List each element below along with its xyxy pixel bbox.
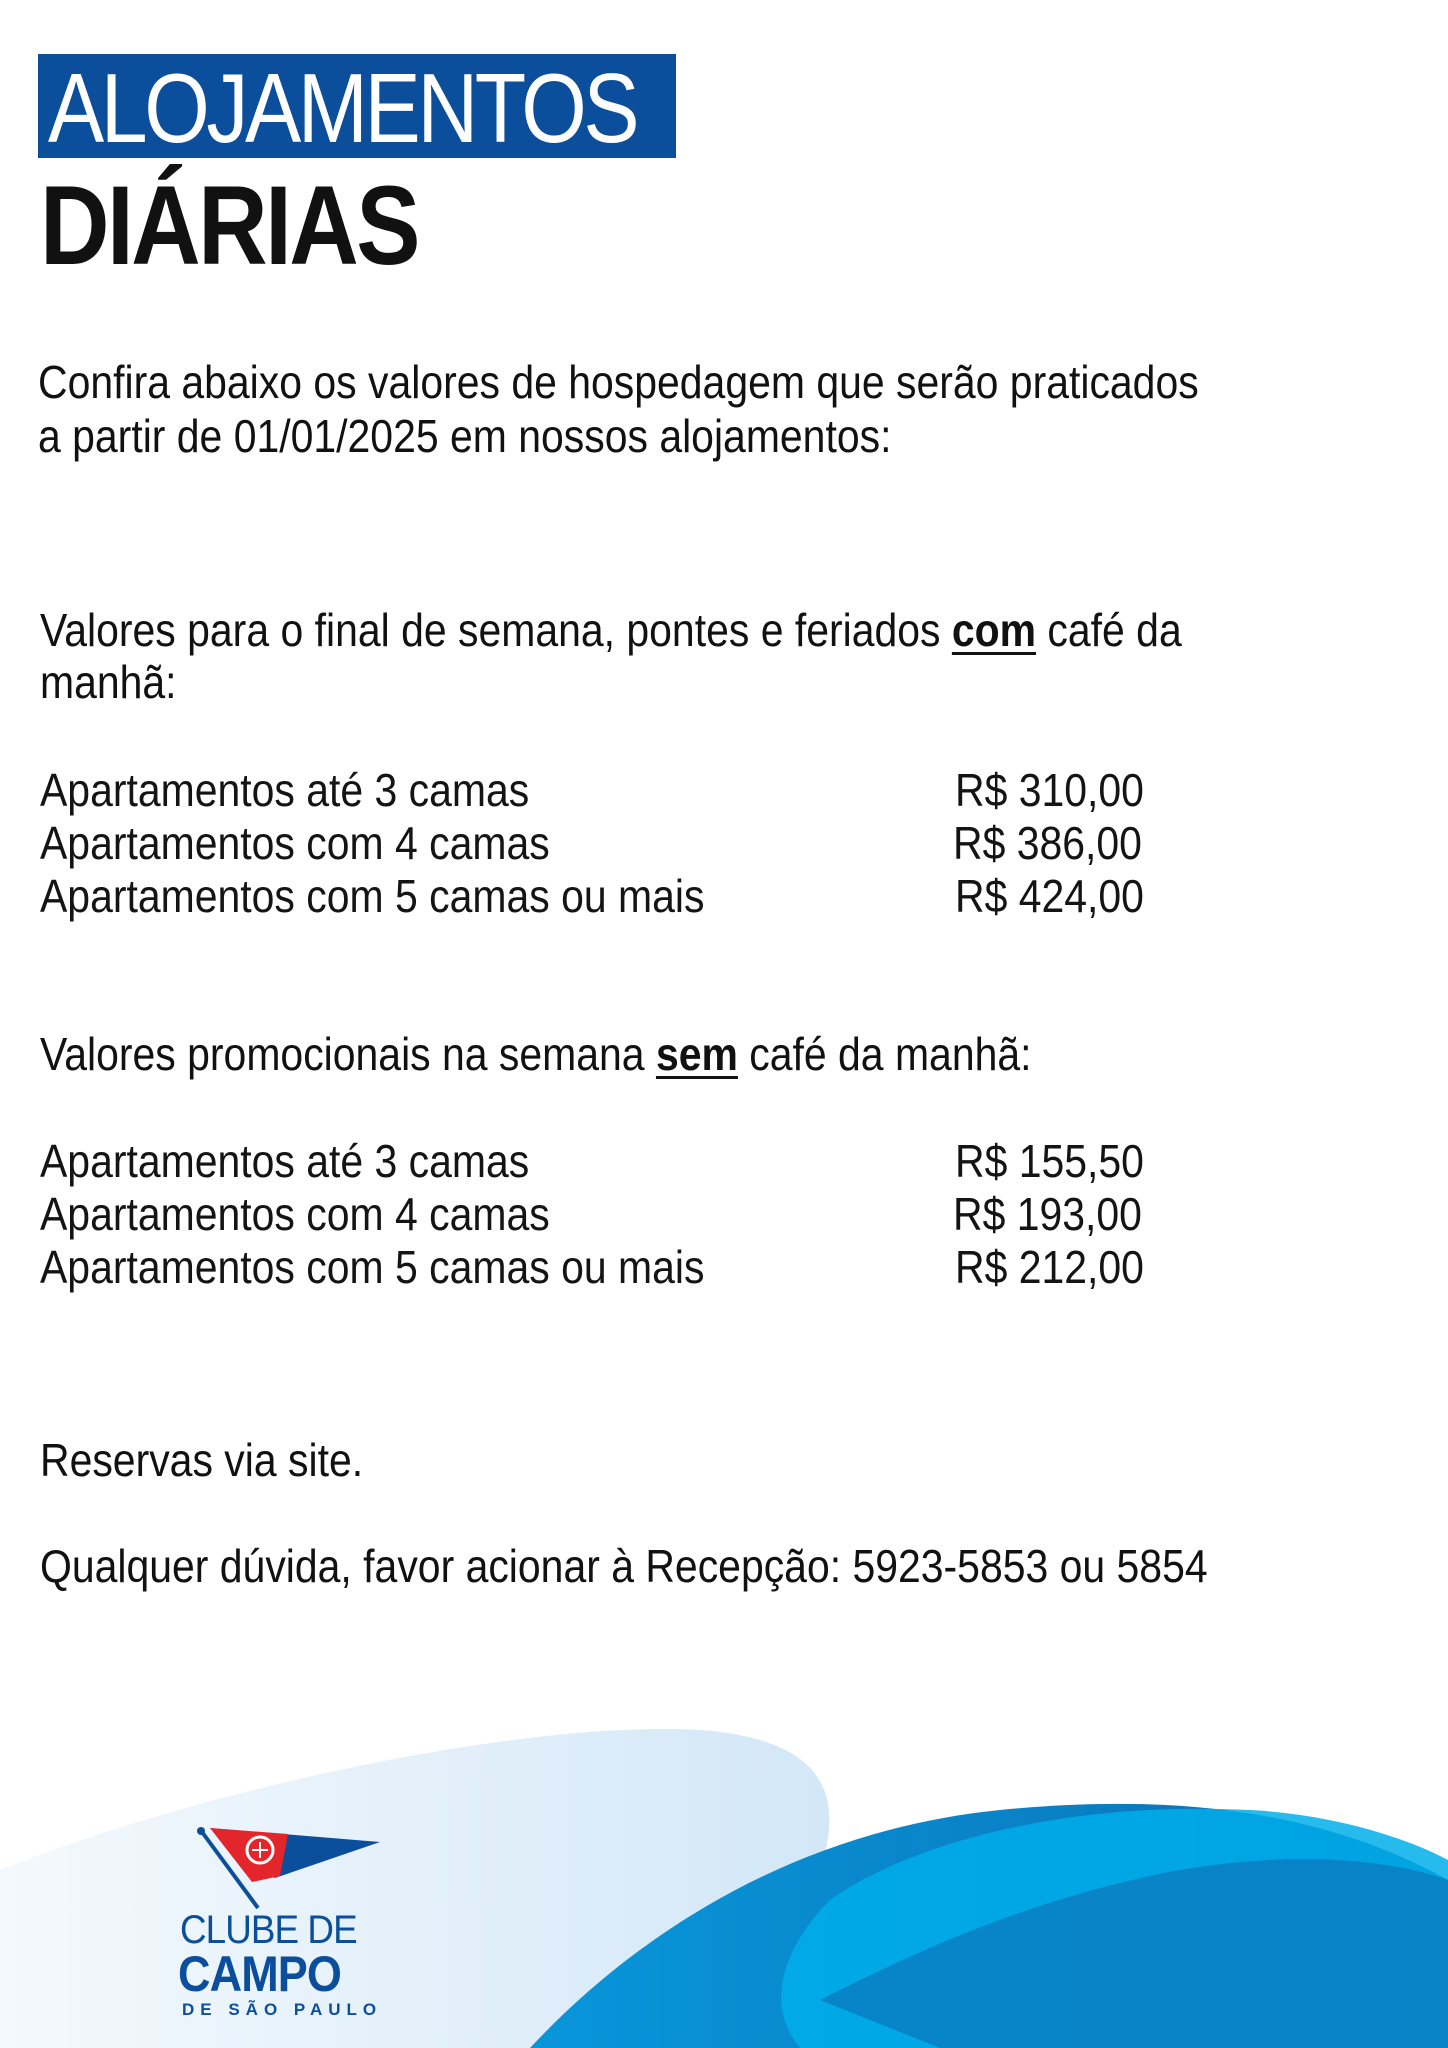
- contact-note: Qualquer dúvida, favor acionar à Recepção: 5923-5853 ou 5854: [40, 1540, 1208, 1592]
- title-banner: [38, 53, 676, 163]
- price-row: [40, 1188, 1170, 1241]
- logo-text-line-3: DE SÃO PAULO: [182, 2000, 383, 2019]
- room-type-label: Apartamentos com 5 camas ou mais: [40, 870, 705, 922]
- page-subtitle: DIÁRIAS: [40, 163, 418, 288]
- room-type-label: Apartamentos com 4 camas: [40, 817, 550, 869]
- price-row: [40, 1135, 1170, 1188]
- logo-text-line-2: CAMPO: [178, 1946, 341, 2002]
- weekend-heading-line-2: manhã:: [40, 656, 177, 708]
- room-type-label: Apartamentos com 5 camas ou mais: [40, 1241, 705, 1293]
- price-row: [40, 1241, 1170, 1294]
- intro-line-1: Confira abaixo os valores de hospedagem que serão praticados: [38, 356, 1199, 408]
- room-type-label: Apartamentos até 3 camas: [40, 1135, 530, 1187]
- price-row: [40, 870, 1170, 923]
- room-type-label: Apartamentos com 4 camas: [40, 1188, 550, 1240]
- room-type-label: Apartamentos até 3 camas: [40, 764, 530, 816]
- weekday-heading-text: Valores promocionais na semana: [40, 1028, 656, 1080]
- room-price: R$ 212,00: [955, 1241, 1144, 1293]
- logo-text-line-1: CLUBE DE: [180, 1908, 357, 1952]
- club-logo: [170, 1820, 400, 2030]
- room-price: R$ 386,00: [953, 817, 1142, 869]
- room-price: R$ 424,00: [955, 870, 1144, 922]
- room-price: R$ 155,50: [955, 1135, 1144, 1187]
- weekend-heading-text: Valores para o final de semana, pontes e feriados: [40, 604, 952, 656]
- page-title: ALOJAMENTOS: [48, 53, 637, 163]
- weekend-heading-text-end: café da: [1036, 604, 1182, 656]
- room-price: R$ 310,00: [955, 764, 1144, 816]
- weekend-heading-emphasis: com: [951, 604, 1037, 656]
- weekday-heading-emphasis: sem: [655, 1028, 738, 1080]
- weekday-heading: [40, 1028, 1032, 1080]
- price-row: [40, 817, 1170, 870]
- weekend-heading: [40, 604, 1182, 656]
- weekday-heading-text-end: café da manhã:: [737, 1028, 1032, 1080]
- room-price: R$ 193,00: [953, 1188, 1142, 1240]
- pennant-flag-icon: [180, 1820, 380, 1920]
- reservations-note: Reservas via site.: [40, 1434, 364, 1486]
- intro-line-2: a partir de 01/01/2025 em nossos alojamentos:: [38, 410, 892, 462]
- price-row: [40, 764, 1170, 817]
